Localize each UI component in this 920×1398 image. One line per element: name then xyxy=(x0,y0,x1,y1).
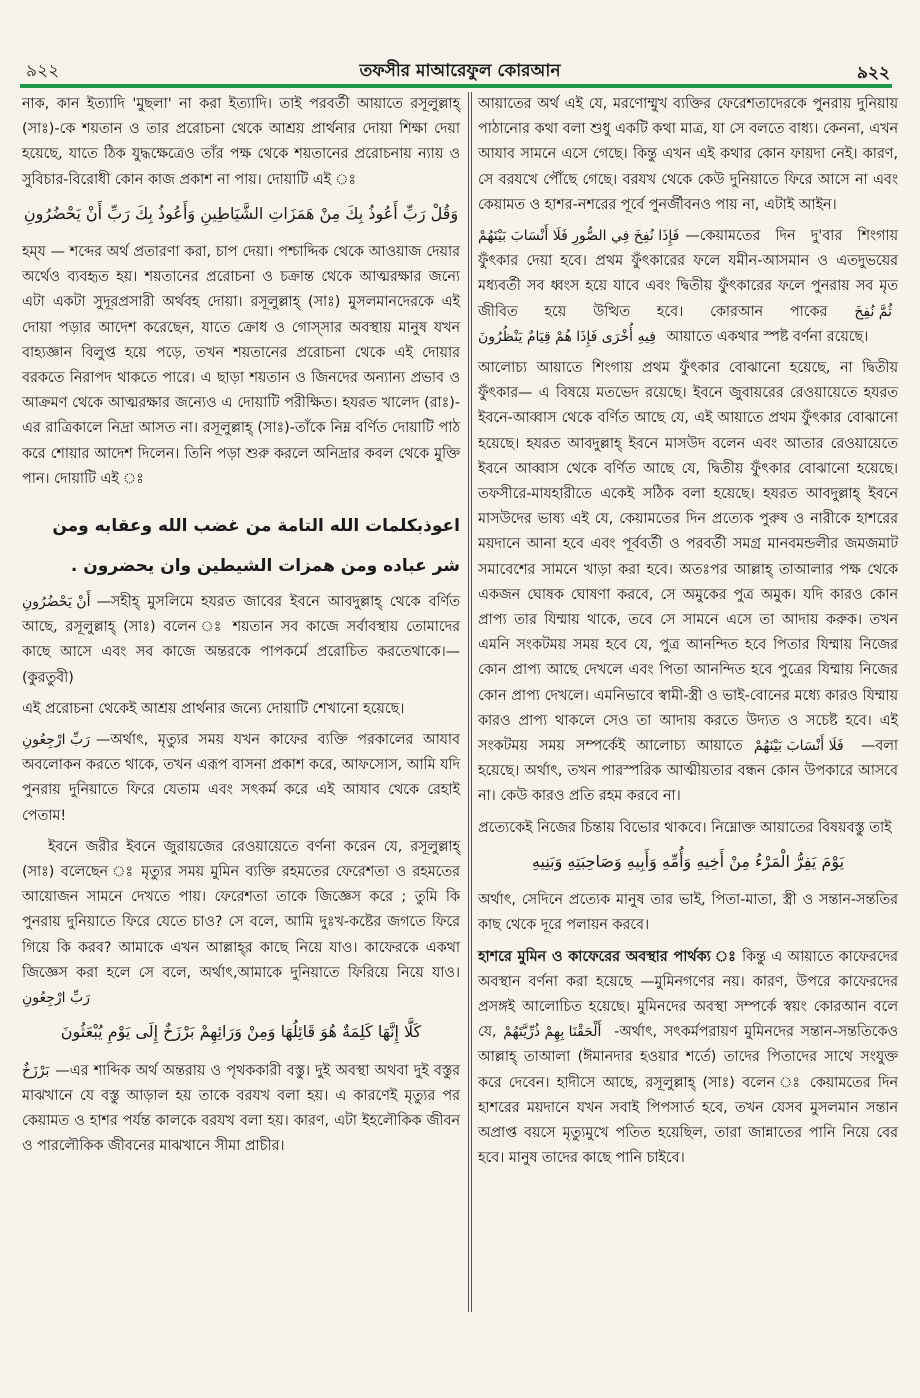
paragraph-text: -অর্থাৎ, সৎকর্মপরায়ণ মুমিনদের সন্তান-সন্ততিকেও আল্লাহ্ তাআলা (ঈমানদার হওয়ার শর্তে) তাদের পিতাদের সাথে সংযুক্ত করে দেবেন। হাদীসে আছে, রসূলুল্লাহ্ (সাঃ) বলেন ঃ কেয়ামতের দিন হাশরের ময়দানে যখন সবাই পিপসার্ত হবে, তখন যেসব মুসলমান সন্তান অপ্রাপ্ত বয়সে মৃত্যুমুখে পতিত হয়েছিল, তারা জান্নাতের পানি নিয়ে বের হবে। মানুষ তাদের কাছে পানি চাইবে। xyxy=(478,1024,899,1167)
page-number-left: ৯২২ xyxy=(26,61,60,81)
paragraph-text: —কেয়ামতের দিন দু'বার শিংগায় ফুঁৎকার দেয়া হবে। প্রথম ফুঁৎকারের ফলে যমীন-আসমান ও এতদুভয়ের মধ্যবর্তী সব ধ্বংস হয়ে যাবে এবং দ্বিতীয় ফুঁৎকারের ফলে পুনরায় সব মৃত জীবিত হয়ে উত্থিত হবে। কোরআন পাকের xyxy=(478,228,898,320)
page-header xyxy=(0,0,920,90)
paragraph: প্রত্যেকেই নিজের চিন্তায় বিভোর থাকবে। নিম্নোক্ত আয়াতের বিষয়বস্তু তাই xyxy=(478,819,892,836)
arabic-inline: فِيهِ أُخْرَى فَإِذَا هُمْ قِيَامٌ يَنْظُرُونَ xyxy=(478,328,656,345)
paragraph: নাক, কান ইত্যাদি 'মুছলা' না করা ইত্যাদি। তাই পরবর্তী আয়াতে রসূলুল্লাহ্ (সাঃ)-কে শয়তান ও তার প্ররোচনা থেকে আশ্রয় প্রার্থনার দোয়া শিক্ষা দেয়া হয়েছে, যাতে ঠিক যুদ্ধক্ষেত্রেও তাঁর পক্ষ থেকে শয়তানের প্ররোচনায় ন্যায় ও সুবিচার-বিরোধী কোন কাজ প্রকাশ না পায়। দোয়াটি এই ঃ xyxy=(22,96,460,188)
paragraph xyxy=(22,835,460,1011)
paragraph: অর্থাৎ, সেদিনে প্রত্যেক মানুষ তার ভাই, পিতা-মাতা, স্ত্রী ও সন্তান-সন্ততির কাছ থেকে দূরে পলায়ন করবে। xyxy=(478,892,898,934)
arabic-dua: اعوذبكلمات الله التامة من غضب الله وعقابه ومن شر عباده ومن همزات الشيطين وان يحضرون . xyxy=(52,516,460,577)
arabic-inline: رَبِّ ارْجِعُونِ xyxy=(22,990,90,1007)
arabic-inline: بَرْزَخٌ xyxy=(22,1062,50,1079)
arabic-inline: أَنْ يَحْضُرُونِ xyxy=(22,594,91,611)
left-column xyxy=(22,92,460,1165)
paragraph-text: আলোচ্য আয়াতে শিংগায় প্রথম ফুঁৎকার বোঝানো হয়েছে, না দ্বিতীয় ফুঁৎকার— এ বিষয়ে মতভেদ রয়েছে। ইবনে জুবায়রের রেওয়ায়েতে হযরত ইবনে-আব্বাস থেকে বর্ণিত আছে যে, এই আয়াতে প্রথম ফুঁৎকার বোঝানো হয়েছে। হযরত আবদুল্লাহ্ ইবনে মাসউদ বলেন এবং আতার রেওয়ায়েতে ইবনে আব্বাস থেকে বর্ণিত আছে যে, দ্বিতীয় ফুঁৎকার বোঝানো হয়েছে। তফসীরে-মাযহারীতে একেই সঠিক বলা হয়েছে। হযরত আবদুল্লাহ্ ইবনে মাসউদের ভাষ্য এই যে, কেয়ামতের দিন প্রত্যেক পুরুষ ও নারীকে হাশরের ময়দানে আনা হবে এবং পূর্ববর্তী ও পরবর্তী সমগ্র মানবমন্ডলীর জমজমাট সমাবেশের সামনে খাড়া করা হবে। অতঃপর আল্লাহ্ তাআলার পক্ষ থেকে একজন ঘোষক ঘোষণা করবে, সে অমুকের পুত্র অমুক। যদি কারও কোন প্রাপ্য তার যিম্মায় থাকে, তবে সে সামনে এসে তা আদায় করুক। তখন এমনি সংকটময় সময় হবে যে, পুত্র আনন্দিত হবে পিতার যিম্মায় নিজের কোন প্রাপ্য আছে দেখলে এবং পিতা আনন্দিত হবে পুত্রের যিম্মায় নিজের কোন প্রাপ্য দেখলে। এমনিভাবে স্বামী-স্ত্রী ও ভাই-বোনের মধ্যে কারও যিম্মায় কারও প্রাপ্য থাকলে সেও তা আদায় করতে উদ্যত ও সচেষ্ট হবে। এই সংকটময় সময় সম্পর্কেই আলোচ্য আয়াতে xyxy=(478,360,898,755)
arabic-inline: رَبِّ ارْجِعُونِ xyxy=(22,732,90,749)
header-rule xyxy=(20,84,892,88)
arabic-verse: وَقُلْ رَبِّ أَعُوذُ بِكَ مِنْ هَمَزَاتِ الشَّيَاطِينِ وَأَعُوذُ بِكَ رَبِّ أَنْ يَحْضُرُونِ xyxy=(23,203,459,223)
arabic-inline: أَلْحَقْنَا بِهِمْ ذُرِّيَّتَهُمْ xyxy=(503,1024,602,1041)
paragraph-text: কিন্তু এ আয়াতে কাফেরদের অবস্থান বর্ণনা করা হয়েছে —মুমিনগণের নয়। কারণ, উপরে কাফেরদের প্রসঙ্গই আলোচিত হয়েছে। মুমিনদের অবস্থা সম্পর্কে স্বয়ং কোরআন বলে যে, xyxy=(478,948,898,1041)
arabic-verse: كَلَّا إِنَّهَا كَلِمَةٌ هُوَ قَائِلُهَا وَمِنْ وَرَائِهِمْ بَرْزَخٌ إِلَى يَوْمِ يُبْعَثُونَ xyxy=(60,1022,422,1042)
arabic-inline: فَلَا أَنْسَابَ بَيْنَهُمْ xyxy=(753,738,844,755)
section-heading: হাশরে মুমিন ও কাফেরের অবস্থার পার্থক্য ঃ xyxy=(478,948,737,965)
paragraph xyxy=(22,728,460,829)
paragraph: হম্‌য — শব্দের অর্থ প্রতারণা করা, চাপ দেয়া। পশ্চাদ্দিক থেকে আওয়াজ দেয়ার অর্থেও ব্যবহৃত হয়। শয়তানের প্ররোচনা ও চক্রান্ত থেকে আত্মরক্ষার জন্যে এটা একটা সুদূরপ্রসারী অর্থবহ দোয়া। রসূলুল্লাহ্ (সাঃ) মুসলমানদেরকে এই দোয়া পড়ার আদেশ করেছেন, যাতে ক্রোধ ও গোস্‌সার অবস্থায় মানুষ যখন বাহ্যজ্ঞান বিলুপ্ত হয়ে পড়ে, তখন শয়তানের প্ররোচনা থেকে এই দোয়ার বরকতে নিরাপদ থাকতে পারে। এ ছাড়া শয়তান ও জিনদের অন্যান্য প্রভাব ও আক্রমণ থেকে আত্মরক্ষার জন্যেও এ দোয়াটি পরীক্ষিত। হযরত খালেদ (রাঃ)-এর রাত্রিকালে নিদ্রা আসত না। রসূলুল্লাহ্ (সাঃ)-তাঁকে নিম্ন বর্ণিত দোয়াটি পাঠ করে শোয়ার আদেশ দিলেন। তিনি পড়া শুরু করলে অনিদ্রার কবল থেকে মুক্তি পান। দোয়াটি এই ঃ xyxy=(22,244,460,487)
right-column xyxy=(478,92,898,1177)
paragraph: আয়াতের অর্থ এই যে, মরণোম্মুখ ব্যক্তির ফেরেশতাদেরকে পুনরায় দুনিয়ায় পাঠানোর কথা বলা শুধু একটি কথা মাত্র, যা সে বলতে বাধ্য। কেননা, এখন আযাব সামনে এসে গেছে। কিন্তু এখন এই কথার কোন ফায়দা নেই। কারণ, সে বরযখে পৌঁছে গেছে। বরযখ থেকে কেউ দুনিয়াতে ফিরে আসে না এবং কেয়ামত ও হাশর-নশরের পূর্বে পুনর্জীবনও পায় না, এটাই আইন। xyxy=(478,96,898,213)
arabic-inline: فَإِذَا نُفِخَ فِي الصُّورِ فَلَا أَنْسَابَ بَيْنَهُمْ xyxy=(478,228,680,245)
paragraph: এই প্ররোচনা থেকেই আশ্রয় প্রার্থনার জন্যে দোয়াটি শেখানো হয়েছে। xyxy=(22,700,405,717)
paragraph-text: —সহীহ্ মুসলিমে হযরত জাবের ইবনে আবদুল্লাহ্ থেকে বর্ণিত আছে, রসূলুল্লাহ্ (সাঃ) বলেন ঃ শয়তান সব কাজে সর্বাবস্থায় তোমাদের কাছে আসে এবং সব কাজে অন্তরকে পাপকর্মে প্ররোচিত করতেথাকে।—(কুরতুবী) xyxy=(22,594,460,686)
paragraph-text: —বলা হয়েছে। অর্থাৎ, তখন পারস্পরিক আত্মীয়তার বন্ধন কোন উপকারে আসবে না। কেউ কারও প্রতি রহম করবে না। xyxy=(478,738,898,805)
arabic-verse: يَوْمَ يَفِرُّ الْمَرْءُ مِنْ أَخِيهِ وَأُمِّهِ وَأَبِيهِ وَصَاحِبَتِهِ وَبَنِيهِ xyxy=(531,851,845,871)
book-title: তফসীর মাআরেফুল কোরআন xyxy=(359,61,561,81)
paragraph xyxy=(478,356,898,810)
column-divider xyxy=(468,92,469,1312)
paragraph-text: আয়াতে একথার স্পষ্ট বর্ণনা রয়েছে। xyxy=(666,328,869,345)
paragraph-text: —অর্থাৎ, মৃত্যুর সময় যখন কাফের ব্যক্তি পরকালের আযাব অবলোকন করতে থাকে, তখন এরূপ বাসনা প্রকাশ করে, আফসোস, আমি যদি পুনরায় দুনিয়াতে ফিরে যেতাম এবং সৎকর্ম করে এই আযাব থেকে রেহাই পেতাম! xyxy=(22,732,460,824)
paragraph xyxy=(22,1059,460,1160)
paragraph-text: —এর শাব্দিক অর্থ অন্তরায় ও পৃথককারী বস্তু। দুই অবস্থা অথবা দুই বস্তুর মাঝখানে যে বস্তু আড়াল হয় তাকে বরযখ বলা হয়। এ কারণেই মৃত্যুর পর কেয়ামত ও হাশর পর্যন্ত কালকে বরযখ বলা হয়। কারণ, এটা ইহলৌকিক জীবন ও পারলৌকিক জীবনের মাঝখানে সীমা প্রাচীর। xyxy=(22,1062,460,1155)
arabic-inline: ثُمَّ نُفِخَ xyxy=(854,303,893,320)
paragraph-text: ইবনে জরীর ইবনে জুরায়জের রেওয়ায়েতে বর্ণনা করেন যে, রসূলুল্লাহ্ (সাঃ) বলেছেন ঃ মৃত্যুর সময় মুমিন ব্যক্তি রহমতের ফেরেশতা ও রহমতের আয়োজন সামনে দেখতে পায়। ফেরেশতা তাকে জিজ্ঞেস করে ; তুমি কি পুনরায় দুনিয়াতে ফিরে যেতে চাও? সে বলে, আমি দুঃখ-কষ্টের জগতে ফিরে গিয়ে কি করব? আমাকে এখন আল্লাহ্‌র কাছে নিয়ে যাও। কাফেরকে একথা জিজ্ঞেস করা হলে সে বলে, অর্থাৎ,আমাকে দুনিয়াতে ফিরিয়ে নিয়ে যাও। xyxy=(22,838,460,981)
paragraph xyxy=(478,945,898,1172)
paragraph xyxy=(478,224,898,350)
page-number-right: ৯২২ xyxy=(856,63,890,83)
column-divider xyxy=(471,92,472,1312)
paragraph xyxy=(22,590,460,691)
